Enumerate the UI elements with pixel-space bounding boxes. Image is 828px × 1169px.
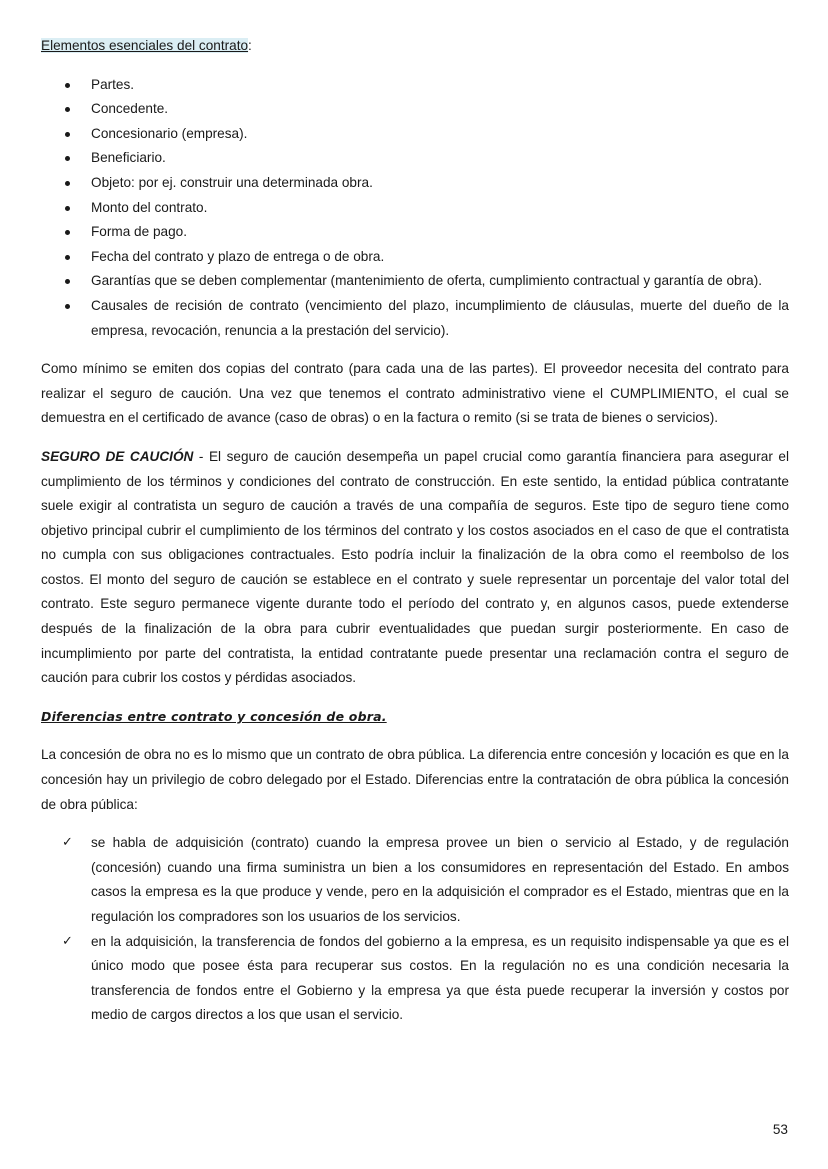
- list-item: ✓ se habla de adquisición (contrato) cuando la empresa provee un bien o servicio al Estado, y de regulación (concesión) cuando una firma suministra un bien a los consumidores en representación del Estado. En ambos casos la empresa es la que produce y vende, pero en la adquisición el comprador es el Estado, mientras que en la regulación los compradores son los usuarios de los servicios.: [41, 831, 789, 929]
- bullet-icon: [65, 181, 70, 186]
- bullet-icon: [65, 206, 70, 211]
- bullet-icon: [65, 230, 70, 235]
- list-item: Garantías que se deben complementar (mantenimiento de oferta, cumplimiento contractual y garantía de obra).: [41, 269, 789, 294]
- seguro-text: - El seguro de caución desempeña un papel crucial como garantía financiera para asegurar el cumplimiento de los términos y condiciones del contrato de construcción. En este sentido, la entidad pública contratante suele exigir al contratista un seguro de caución a través de una compañía de seguros. Este tipo de seguro tiene como objetivo principal cubrir el cumplimiento de los términos del contrato y los costos asociados en el caso de que el contratista no cumpla con sus obligaciones contractuales. Esto podría incluir la finalización de la obra como el reembolso de los costos. El monto del seguro de caución se establece en el contrato y suele representar un porcentaje del valor total del contrato. Este seguro permanece vigente durante todo el período del contrato y, en algunos casos, puede extenderse después de la finalización de la obra para cubrir eventualidades que puedan surgir posteriormente. En caso de incumplimiento por parte del contratista, la entidad contratante puede presentar una reclamación contra el seguro de caución para cubrir los costos y pérdidas asociados.: [41, 448, 789, 686]
- bullet-icon: [65, 156, 70, 161]
- list-item: Fecha del contrato y plazo de entrega o de obra.: [41, 245, 789, 270]
- elements-heading-title: Elementos esenciales del contrato: [41, 38, 249, 53]
- list-item: Partes.: [41, 73, 789, 98]
- bullet-icon: [65, 107, 70, 112]
- bullet-icon: [65, 132, 70, 137]
- bullet-icon: [65, 304, 70, 309]
- list-item: ✓ en la adquisición, la transferencia de fondos del gobierno a la empresa, es un requisito indispensable ya que es el único modo que posee ésta para recuperar sus costos. En la regulación no es una condición necesaria la transferencia de fondos entre el Gobierno y la empresa ya que ésta puede recuperar la inversión y costos por medio de cargos directos a los que usan el servicio.: [41, 930, 789, 1028]
- list-item: Beneficiario.: [41, 146, 789, 171]
- list-item: Causales de recisión de contrato (vencimiento del plazo, incumplimiento de cláusulas, muerte del dueño de la empresa, revocación, renuncia a la prestación del servicio).: [41, 294, 789, 343]
- differences-list: [41, 831, 789, 1028]
- list-item: Forma de pago.: [41, 220, 789, 245]
- elements-heading-colon: :: [248, 38, 252, 53]
- bullet-icon: [65, 279, 70, 284]
- elements-list: [41, 73, 789, 344]
- seguro-term: SEGURO DE CAUCIÓN: [41, 448, 194, 464]
- list-item: Objeto: por ej. construir una determinada obra.: [41, 171, 789, 196]
- document-page: [41, 34, 789, 1028]
- checkmark-icon: ✓: [62, 933, 73, 949]
- copies-paragraph: Como mínimo se emiten dos copias del contrato (para cada una de las partes). El proveedor necesita del contrato para realizar el seguro de caución. Una vez que tenemos el contrato administrativo viene el CUMPLIMIENTO, el cual se demuestra en el certificado de avance (caso de obras) o en la factura o remito (si se trata de bienes o servicios).: [41, 361, 789, 426]
- list-item: Concedente.: [41, 97, 789, 122]
- seguro-paragraph: [41, 445, 789, 691]
- differences-intro: La concesión de obra no es lo mismo que un contrato de obra pública. La diferencia entre concesión y locación es que en la concesión hay un privilegio de cobro delegado por el Estado. Diferencias entre la contratación de obra pública la concesión de obra pública:: [41, 747, 789, 812]
- elements-heading: [41, 34, 789, 59]
- list-item: Monto del contrato.: [41, 196, 789, 221]
- page-number: 53: [772, 1122, 788, 1137]
- bullet-icon: [65, 255, 70, 260]
- differences-heading: Diferencias entre contrato y concesión de obra.: [41, 708, 387, 724]
- list-item: Concesionario (empresa).: [41, 122, 789, 147]
- bullet-icon: [65, 83, 70, 88]
- checkmark-icon: ✓: [62, 835, 73, 851]
